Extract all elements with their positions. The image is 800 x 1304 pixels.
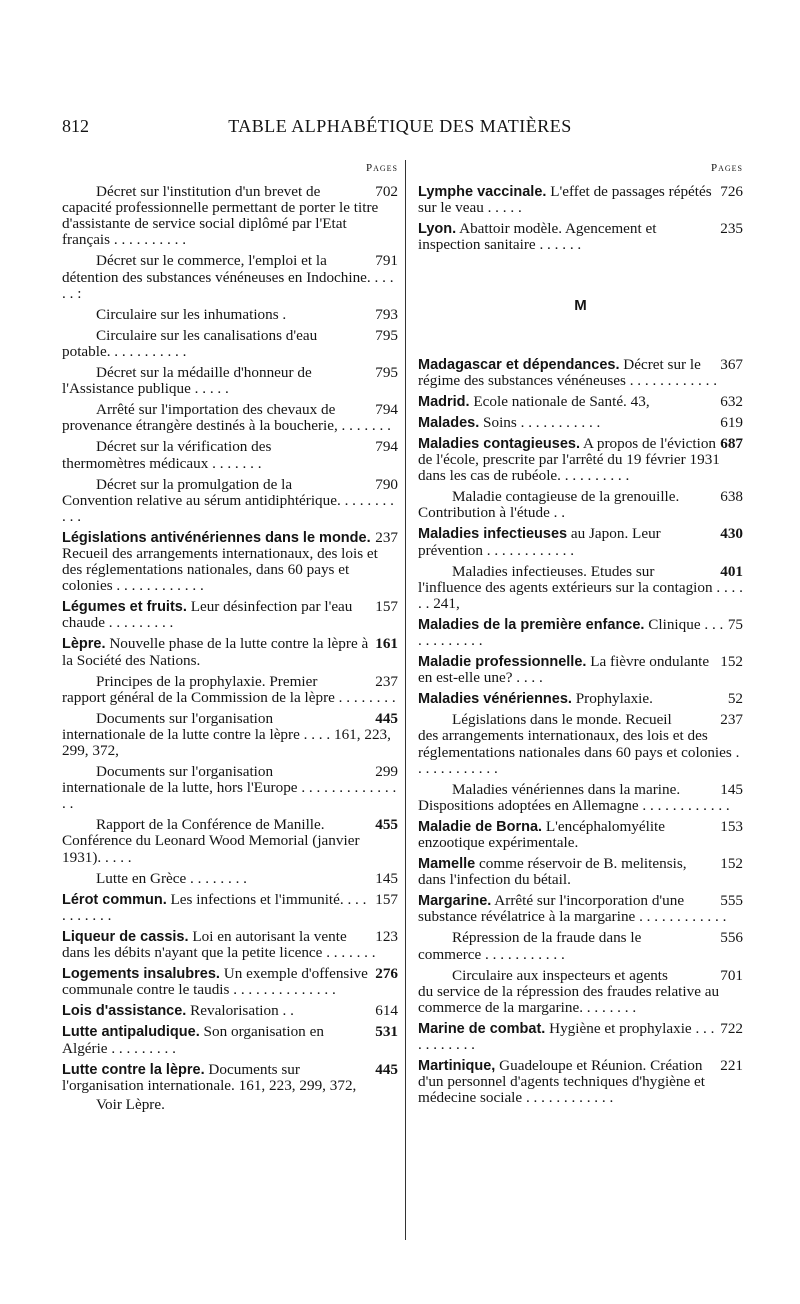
entry-heading: Maladies contagieuses. xyxy=(418,435,580,452)
index-entry xyxy=(62,892,398,924)
column-header: Pages xyxy=(365,162,398,174)
entry-text: Documents sur l'organisation internationale de la lutte, hors l'Europe . . . . . . . . . . . . . . . xyxy=(62,763,397,813)
entry-text: Décret sur le régime des substances vénéneuses . . . . . . . . . . . . xyxy=(418,355,718,389)
page-reference: 790 xyxy=(375,475,398,493)
entry-text: Un exemple d'offensive communale contre le taudis . . . . . . . . . . . . . . xyxy=(62,965,368,999)
page-reference: 794 xyxy=(375,401,398,419)
page-reference: 123 xyxy=(375,927,398,945)
entry-text: Prophylaxie. xyxy=(571,690,653,708)
entry-text: Circulaire sur les inhumations . xyxy=(96,305,287,323)
index-entry xyxy=(62,1003,398,1019)
page-reference: 701 xyxy=(720,966,743,984)
entry-heading: Lérot commun. xyxy=(62,891,167,908)
index-entry xyxy=(418,357,743,389)
entry-text: La fièvre ondulante en est-elle une? . . . . xyxy=(418,653,710,687)
entry-text: comme réservoir de B. melitensis, dans l'infection du bétail. xyxy=(418,855,687,889)
index-subentry xyxy=(418,782,743,814)
entry-text: L'encéphalomyélite enzootique expérimentale. xyxy=(418,817,666,851)
entry-text: Répression de la fraude dans le commerce . . . . . . . . . . . xyxy=(418,929,642,963)
index-entry xyxy=(418,1021,743,1053)
page-reference: 795 xyxy=(375,326,398,344)
index-entry xyxy=(62,530,398,594)
page-reference: 75 xyxy=(727,615,743,633)
entry-text: Décret sur la médaille d'honneur de l'Assistance publique . . . . . xyxy=(62,364,312,398)
entry-heading: Madrid. xyxy=(418,393,470,410)
page-reference: 687 xyxy=(720,434,743,452)
entry-text: Revalorisation . . xyxy=(186,1002,294,1020)
page-reference: 157 xyxy=(375,598,398,616)
entry-heading: Mamelle xyxy=(418,856,476,873)
entry-heading: Margarine. xyxy=(418,893,492,910)
index-subentry xyxy=(62,253,398,301)
index-entry xyxy=(62,1024,398,1056)
entry-heading: Maladies vénériennes. xyxy=(418,691,572,708)
entry-text: Maladies infectieuses. Etudes sur l'influence des agents extérieurs sur la contagion . . . . . . 241, xyxy=(418,562,743,612)
page-reference: 237 xyxy=(720,711,743,729)
entry-text: Nouvelle phase de la lutte contre la lèpre à la Société des Nations. xyxy=(62,635,369,669)
entry-text: Ecole nationale de Santé. 43, xyxy=(469,392,650,410)
entry-heading: Liqueur de cassis. xyxy=(62,928,189,945)
index-subentry xyxy=(62,307,398,323)
page-reference: 795 xyxy=(375,364,398,382)
entry-text: Leur désinfection par l'eau chaude . . . . . . . . . xyxy=(62,598,353,632)
index-entry xyxy=(62,636,398,668)
entry-text: au Japon. Leur prévention . . . . . . . . . . . . xyxy=(418,525,661,559)
entry-heading: Lymphe vaccinale. xyxy=(418,184,547,201)
entry-heading: Lyon. xyxy=(418,221,457,238)
entry-text: Décret sur la vérification des thermomètres médicaux . . . . . . . xyxy=(62,438,272,472)
index-subentry xyxy=(62,871,398,887)
index-entry xyxy=(418,415,743,431)
index-subentry xyxy=(62,365,398,397)
index-subentry xyxy=(62,674,398,706)
column-header: Pages xyxy=(710,162,743,174)
index-subentry xyxy=(418,489,743,521)
page-reference: 157 xyxy=(375,890,398,908)
page-reference: 555 xyxy=(720,892,743,910)
entry-heading: Maladie de Borna. xyxy=(418,818,543,835)
page-reference: 152 xyxy=(720,855,743,873)
index-entry xyxy=(418,1058,743,1106)
entry-text: Recueil des arrangements internationaux, des lois et des réglementations nationales, dans 60 pays et colonies . . . . . . . . . . . . xyxy=(62,544,378,595)
entry-heading: Malades. xyxy=(418,414,480,431)
entry-heading: Lutte antipaludique. xyxy=(62,1024,200,1041)
index-entry xyxy=(62,966,398,998)
page-reference: 445 xyxy=(375,709,398,727)
entry-text: Maladie contagieuse de la grenouille. Contribution à l'étude . . xyxy=(418,488,680,522)
page-number: 812 xyxy=(62,116,89,136)
page-reference: 702 xyxy=(375,183,398,201)
index-entry xyxy=(418,893,743,925)
index-subentry xyxy=(62,711,398,759)
page-reference: 726 xyxy=(720,183,743,201)
entry-text: L'effet de passages répétés sur le veau . . . . . xyxy=(418,183,712,217)
entry-text: Hygiène et prophylaxie . . . . . . . . . . . xyxy=(418,1019,715,1054)
page-reference: 455 xyxy=(375,816,398,834)
entry-text: Décret sur le commerce, l'emploi et la détention des substances vénéneuses en Indochine. . . . . . : xyxy=(62,252,394,302)
page-reference: 619 xyxy=(720,413,743,431)
entry-text: Loi en autorisant la vente dans les débits n'ayant que la petite licence . . . . . . . xyxy=(62,927,376,962)
page-reference: 794 xyxy=(375,438,398,456)
page-reference: 722 xyxy=(720,1019,743,1037)
index-subentry xyxy=(62,477,398,525)
entry-heading: Législations antivénériennes dans le monde. xyxy=(62,529,371,546)
entry-text: Arrêté sur l'importation des chevaux de provenance étrangère destinés à la boucherie, . . . . . . . xyxy=(62,401,391,435)
page-reference: 430 xyxy=(720,525,743,543)
entry-text: Maladies vénériennes dans la marine. Dispositions adoptées en Allemagne . . . . . . . . . . . . xyxy=(418,780,730,814)
page-reference: 221 xyxy=(720,1057,743,1075)
index-entry xyxy=(418,691,743,707)
entry-heading: Lutte contre la lèpre. xyxy=(62,1061,205,1078)
page-reference: 145 xyxy=(720,780,743,798)
index-entry xyxy=(418,436,743,484)
page-reference: 531 xyxy=(375,1023,398,1041)
page-reference: 445 xyxy=(375,1060,398,1078)
entry-heading: Madagascar et dépendances. xyxy=(418,356,620,373)
index-subentry xyxy=(62,328,398,360)
page-reference: 145 xyxy=(375,869,398,887)
entry-text: Abattoir modèle. Agencement et inspection sanitaire . . . . . . xyxy=(418,220,657,254)
index-entry xyxy=(418,184,743,216)
entry-heading: Maladies infectieuses xyxy=(418,526,568,543)
page-reference: 632 xyxy=(720,392,743,410)
entry-text: Son organisation en Algérie . . . . . . . . . xyxy=(62,1023,324,1057)
section-letter: M xyxy=(574,297,587,315)
entry-text: Législations dans le monde. Recueil des arrangements internationaux, des lois et des réglementations nationales dans 60 pays et colonies . . . . . . . . . . . . xyxy=(418,711,740,777)
index-entry xyxy=(418,654,743,686)
index-entry xyxy=(62,599,398,631)
column-divider xyxy=(405,160,406,1240)
entry-text: Circulaire aux inspecteurs et agents du service de la répression des fraudes relative au commerce de la margarine. . . . . . . . xyxy=(418,966,720,1016)
page-reference: 153 xyxy=(720,817,743,835)
entry-text: Lutte en Grèce . . . . . . . . xyxy=(96,869,247,887)
entry-text: Circulaire sur les canalisations d'eau potable. . . . . . . . . . . xyxy=(62,326,318,360)
page-reference: 152 xyxy=(720,653,743,671)
page-reference: 638 xyxy=(720,488,743,506)
page-reference: 237 xyxy=(375,672,398,690)
entry-text: Principes de la prophylaxie. Premier rapport général de la Commission de la lèpre . . . . . . . . xyxy=(62,672,396,706)
entry-text: Guadeloupe et Réunion. Création d'un personnel d'agents techniques d'hygiène et médecine sociale . . . . . . . . . . . . xyxy=(418,1057,705,1107)
index-subentry xyxy=(62,764,398,812)
index-subentry xyxy=(418,712,743,776)
entry-text: Documents sur l'organisation internationale. 161, 223, 299, 372, xyxy=(62,1060,357,1094)
page-reference: 52 xyxy=(727,690,743,708)
entry-heading: Lèpre. xyxy=(62,636,106,653)
index-subentry xyxy=(62,817,398,865)
index-entry xyxy=(418,819,743,851)
index-entry xyxy=(418,856,743,888)
page-reference: 237 xyxy=(375,528,398,546)
page-reference: 367 xyxy=(720,355,743,373)
index-entry xyxy=(418,394,743,410)
right-column xyxy=(418,160,743,1111)
entry-text: Rapport de la Conférence de Manille. Conférence du Leonard Wood Memorial (janvier 1931). . . . . xyxy=(62,816,360,866)
entry-heading: Légumes et fruits. xyxy=(62,599,187,616)
entry-heading: Logements insalubres. xyxy=(62,966,220,983)
entry-heading: Lois d'assistance. xyxy=(62,1003,187,1020)
left-column xyxy=(62,160,398,1113)
index-subentry xyxy=(418,968,743,1016)
page-reference: 614 xyxy=(375,1002,398,1020)
entry-text: Soins . . . . . . . . . . . xyxy=(479,413,601,431)
page-reference: 793 xyxy=(375,305,398,323)
entry-text: Documents sur l'organisation internationale de la lutte contre la lèpre . . . . 161, 223, 299, 372, xyxy=(62,709,391,759)
index-subentry xyxy=(62,439,398,471)
index-entry xyxy=(418,617,743,649)
page-reference: 161 xyxy=(375,635,398,653)
page-reference: 791 xyxy=(375,252,398,270)
entry-heading: Maladie professionnelle. xyxy=(418,654,587,671)
page-reference: 556 xyxy=(720,929,743,947)
index-subentry xyxy=(418,564,743,612)
page-reference: 235 xyxy=(720,220,743,238)
index-entry xyxy=(418,221,743,253)
entry-text: Clinique . . . . . . . . . . . . xyxy=(418,615,724,649)
page-title: TABLE ALPHABÉTIQUE DES MATIÈRES xyxy=(228,116,572,136)
index-entry xyxy=(62,1062,398,1094)
see-also: Voir Lèpre. xyxy=(96,1095,165,1113)
index-subentry xyxy=(62,184,398,248)
entry-heading: Marine de combat. xyxy=(418,1020,546,1037)
entry-text: Arrêté sur l'incorporation d'une substance révélatrice à la margarine . . . . . . . . . . . . xyxy=(418,892,727,926)
index-subentry xyxy=(62,402,398,434)
index-entry xyxy=(418,526,743,558)
index-subentry xyxy=(418,930,743,962)
entry-text: Décret sur la promulgation de la Convention relative au sérum antidiphtérique. . . . . . . . . . . xyxy=(62,475,394,525)
entry-text: Décret sur l'institution d'un brevet de capacité professionnelle permettant de porter le titre d'assistante de service social diplômé par l'Etat français . . . . . . . . . . xyxy=(62,183,379,249)
index-entry xyxy=(62,929,398,961)
page-reference: 276 xyxy=(375,965,398,983)
page-reference: 299 xyxy=(375,763,398,781)
page-reference: 401 xyxy=(720,562,743,580)
entry-text: Les infections et l'immunité. . . . . . . . . . . xyxy=(62,890,367,924)
entry-heading: Martinique, xyxy=(418,1058,496,1075)
entry-text: A propos de l'éviction de l'école, prescrite par l'arrêté du 19 février 1931 dans les cas de rubéole. . . . . . . . . . xyxy=(418,434,720,485)
entry-heading: Maladies de la première enfance. xyxy=(418,616,645,633)
